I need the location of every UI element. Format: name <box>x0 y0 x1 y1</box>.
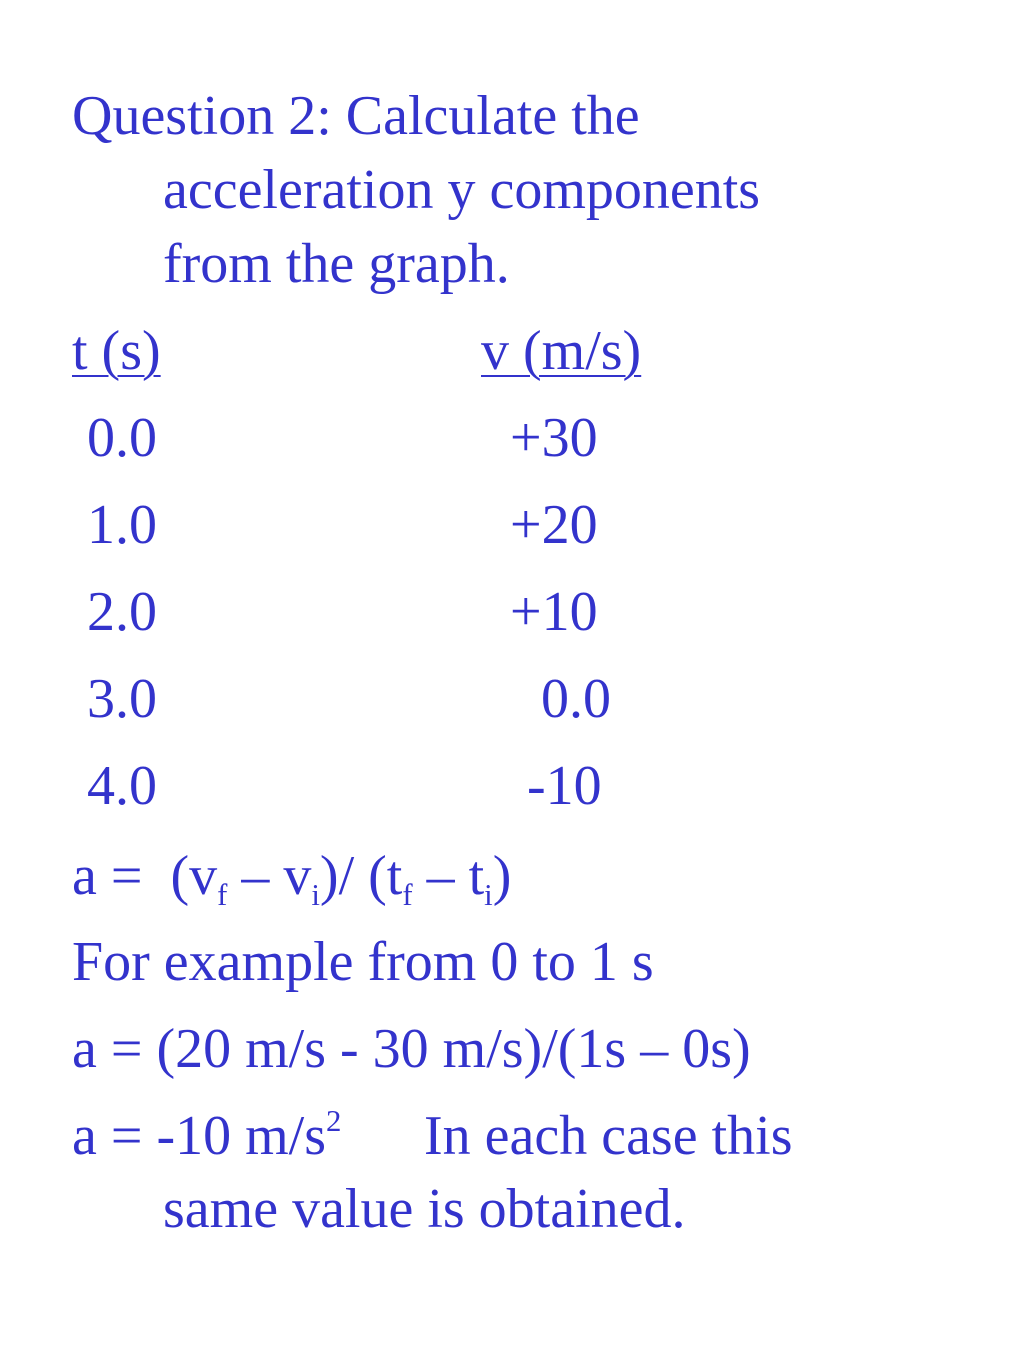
table-cell-time: 3.0 <box>87 668 157 730</box>
formula-sub: i <box>484 877 493 912</box>
formula-part: ) <box>492 845 512 907</box>
table-header-time: t (s) <box>72 320 161 382</box>
table-cell-velocity: +10 <box>510 581 598 643</box>
result-exponent: 2 <box>326 1103 342 1138</box>
question-line-2: acceleration y components <box>163 159 761 221</box>
formula-part: )/ (t <box>319 845 403 907</box>
result-note: In each case this <box>424 1105 793 1167</box>
result-note-line-2: same value is obtained. <box>163 1178 686 1240</box>
acceleration-formula <box>72 845 512 912</box>
table-cell-time: 1.0 <box>87 494 157 556</box>
table-cell-velocity: -10 <box>527 755 602 817</box>
table-cell-velocity: +30 <box>510 407 598 469</box>
table-cell-time: 4.0 <box>87 755 157 817</box>
table-cell-velocity: +20 <box>510 494 598 556</box>
table-cell-velocity: 0.0 <box>541 668 611 730</box>
formula-sub: i <box>311 877 320 912</box>
table-cell-time: 2.0 <box>87 581 157 643</box>
result-value: a = -10 m/s <box>72 1105 326 1167</box>
formula-part: a = (v <box>72 845 218 907</box>
example-calculation: a = (20 m/s - 30 m/s)/(1s – 0s) <box>72 1018 751 1080</box>
formula-part: – v <box>227 845 312 907</box>
formula-sub: f <box>217 877 228 912</box>
table-header-velocity: v (m/s) <box>481 320 642 382</box>
question-line-1: Question 2: Calculate the <box>72 85 640 147</box>
question-line-3: from the graph. <box>163 233 510 295</box>
formula-part: – t <box>412 845 485 907</box>
example-intro: For example from 0 to 1 s <box>72 931 654 993</box>
formula-sub: f <box>402 877 413 912</box>
example-result <box>72 1103 342 1167</box>
table-cell-time: 0.0 <box>87 407 157 469</box>
